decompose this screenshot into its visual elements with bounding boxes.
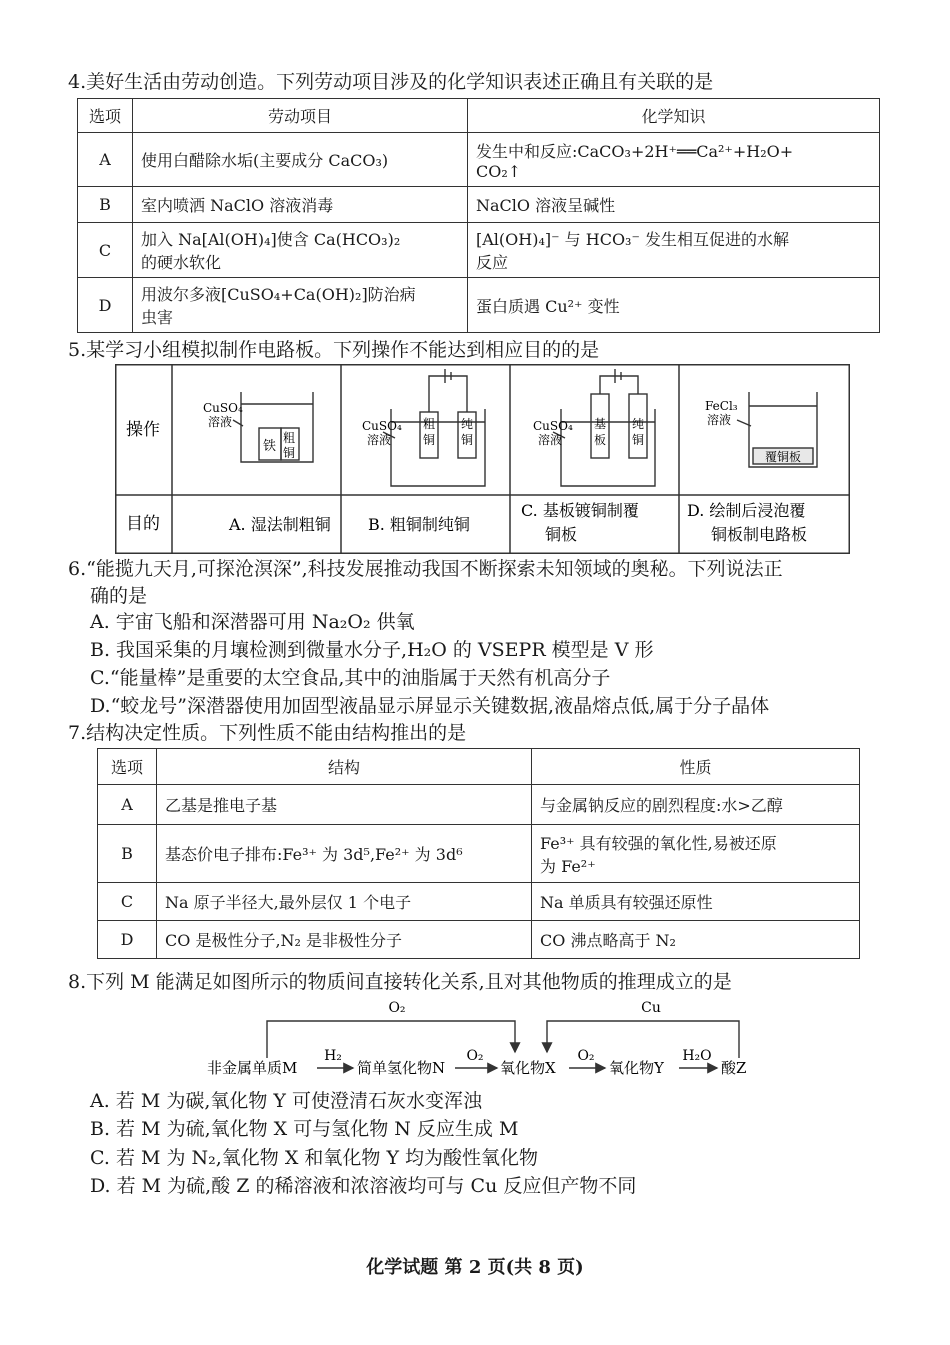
q7-row-a-key: A: [98, 785, 157, 825]
q4-row-c-knowledge: [Al(OH)₄]⁻ 与 HCO₃⁻ 发生相互促进的水解 反应: [468, 223, 880, 278]
q4-row-d-knowledge: 蛋白质遇 Cu²⁺ 变性: [468, 278, 880, 333]
q5-b-electrode-pure: 纯铜: [461, 417, 474, 447]
q5-a-solution: CuSO₄: [203, 401, 243, 415]
q8-node-n: 简单氢化物N: [357, 1059, 446, 1077]
q4-row-d-labor: 用波尔多液[CuSO₄+Ca(OH)₂]防治病 虫害: [133, 278, 468, 333]
q7-row-b-key: B: [98, 825, 157, 883]
q5-b-solution-suffix: 溶液: [367, 433, 392, 447]
q8-option-a: A. 若 M 为碳,氧化物 Y 可使澄清石灰水变浑浊: [90, 1090, 482, 1112]
q4-row-a-key: A: [78, 133, 133, 187]
q7-row-b-structure: 基态价电子排布:Fe³⁺ 为 3d⁵,Fe²⁺ 为 3d⁶: [157, 825, 532, 883]
q7-row-b-property: Fe³⁺ 具有较强的氧化性,易被还原 为 Fe²⁺: [532, 825, 860, 883]
q7-row-d-key: D: [98, 921, 157, 959]
q4-stem: 4.美好生活由劳动创造。下列劳动项目涉及的化学知识表述正确且有关联的是: [68, 71, 714, 93]
q5-b-electrode-crude: 粗铜: [423, 417, 436, 447]
q4-header-option: 选项: [78, 99, 133, 133]
q5-stem: 5.某学习小组模拟制作电路板。下列操作不能达到相应目的的是: [68, 339, 600, 361]
q5-c-electrode-pure: 纯铜: [632, 417, 645, 447]
q7-header-property: 性质: [532, 749, 860, 785]
q8-option-b: B. 若 M 为硫,氧化物 X 可与氢化物 N 反应生成 M: [90, 1118, 519, 1140]
q4-row-a-labor: 使用白醋除水垢(主要成分 CaCO₃): [133, 133, 468, 187]
q7-table: [97, 748, 860, 959]
q7-row-d-structure: CO 是极性分子,N₂ 是非极性分子: [157, 921, 532, 959]
q8-node-m: 非金属单质M: [207, 1059, 298, 1077]
q8-node-z: 酸Z: [721, 1059, 747, 1077]
q7-header-option: 选项: [98, 749, 157, 785]
q4-row-b-key: B: [78, 187, 133, 223]
q4-row-a-knowledge: 发生中和反应:CaCO₃+2H⁺══Ca²⁺+H₂O+ CO₂↑: [468, 133, 880, 187]
q4-row-b-labor: 室内喷洒 NaClO 溶液消毒: [133, 187, 468, 223]
q8-top-o2-label: O₂: [388, 1000, 406, 1016]
q5-a-goal: A. 湿法制粗铜: [229, 515, 331, 534]
q8-arrow-h2: H₂: [324, 1048, 342, 1064]
q5-row-goal-label: 目的: [126, 514, 160, 534]
q4-row-c-labor: 加入 Na[Al(OH)₄]使含 Ca(HCO₃)₂ 的硬水软化: [133, 223, 468, 278]
q5-a-electrode-iron: 铁: [263, 439, 277, 454]
q5-apparatus-table: [115, 364, 850, 554]
q6-option-d: D.“蛟龙号”深潜器使用加固型液晶显示屏显示关键数据,液晶熔点低,属于分子晶体: [90, 695, 770, 717]
q4-row-d-key: D: [78, 278, 133, 333]
q8-arrow-o2-2: O₂: [577, 1048, 595, 1064]
q7-stem: 7.结构决定性质。下列性质不能由结构推出的是: [68, 722, 467, 744]
q6-option-a: A. 宇宙飞船和深潜器可用 Na₂O₂ 供氧: [90, 611, 415, 633]
q4-header-labor: 劳动项目: [133, 99, 468, 133]
q5-b-solution: CuSO₄: [362, 419, 402, 433]
q5-panel-a: [203, 392, 331, 534]
q8-arrow-h2o: H₂O: [682, 1048, 712, 1064]
q5-panel-c: [521, 369, 655, 544]
q5-c-goal: C. 基板镀铜制覆: [521, 501, 639, 520]
q4-header-knowledge: 化学知识: [468, 99, 880, 133]
q8-stem: 8.下列 M 能满足如图所示的物质间直接转化关系,且对其他物质的推理成立的是: [68, 971, 732, 993]
q8-node-x: 氧化物X: [500, 1059, 556, 1077]
q8-conversion-diagram: [205, 996, 765, 1080]
q7-row-c-structure: Na 原子半径大,最外层仅 1 个电子: [157, 883, 532, 921]
q5-panel-b: [362, 369, 485, 534]
q4-row-b-knowledge: NaClO 溶液呈碱性: [468, 187, 880, 223]
q5-c-electrode-substrate: 基板: [594, 417, 607, 447]
page-footer: 化学试题 第 2 页(共 8 页): [366, 1257, 584, 1278]
q5-d-goal-line2: 铜板制电路板: [711, 525, 808, 544]
q6-option-b: B. 我国采集的月壤检测到微量水分子,H₂O 的 VSEPR 模型是 V 形: [90, 639, 654, 661]
q5-b-goal: B. 粗铜制纯铜: [368, 515, 470, 534]
q7-row-d-property: CO 沸点略高于 N₂: [532, 921, 860, 959]
q5-row-operation-label: 操作: [126, 420, 160, 440]
q6-option-c: C.“能量棒”是重要的太空食品,其中的油脂属于天然有机高分子: [90, 667, 611, 689]
q4-row-c-key: C: [78, 223, 133, 278]
q8-node-y: 氧化物Y: [609, 1059, 664, 1077]
q5-d-board: 覆铜板: [764, 450, 802, 464]
q5-a-electrode-crude: 粗铜: [283, 431, 296, 460]
q8-arrow-o2-1: O₂: [466, 1048, 484, 1064]
q5-c-solution-suffix: 溶液: [538, 433, 563, 447]
q5-d-solution-suffix: 溶液: [707, 413, 732, 427]
q8-option-c: C. 若 M 为 N₂,氧化物 X 和氧化物 Y 均为酸性氧化物: [90, 1147, 539, 1169]
q8-top-cu-label: Cu: [641, 1000, 661, 1016]
q8-option-d: D. 若 M 为硫,酸 Z 的稀溶液和浓溶液均可与 Cu 反应但产物不同: [90, 1175, 637, 1197]
q7-row-c-property: Na 单质具有较强还原性: [532, 883, 860, 921]
q4-table: [77, 98, 880, 333]
q5-a-solution-suffix: 溶液: [208, 415, 233, 429]
q5-c-goal-line2: 铜板: [545, 525, 578, 544]
q7-row-a-property: 与金属钠反应的剧烈程度:水>乙醇: [532, 785, 860, 825]
q5-d-solution: FeCl₃: [705, 399, 738, 413]
q5-c-solution: CuSO₄: [533, 419, 573, 433]
q6-stem: 6.“能揽九天月,可探沧溟深”,科技发展推动我国不断探索未知领域的奥秘。下列说法正: [68, 558, 783, 580]
q7-row-c-key: C: [98, 883, 157, 921]
q7-row-a-structure: 乙基是推电子基: [157, 785, 532, 825]
q6-stem-line2: 确的是: [90, 585, 148, 607]
q7-header-structure: 结构: [157, 749, 532, 785]
q5-d-goal: D. 绘制后浸泡覆: [687, 501, 806, 520]
q5-panel-d: [687, 392, 817, 544]
